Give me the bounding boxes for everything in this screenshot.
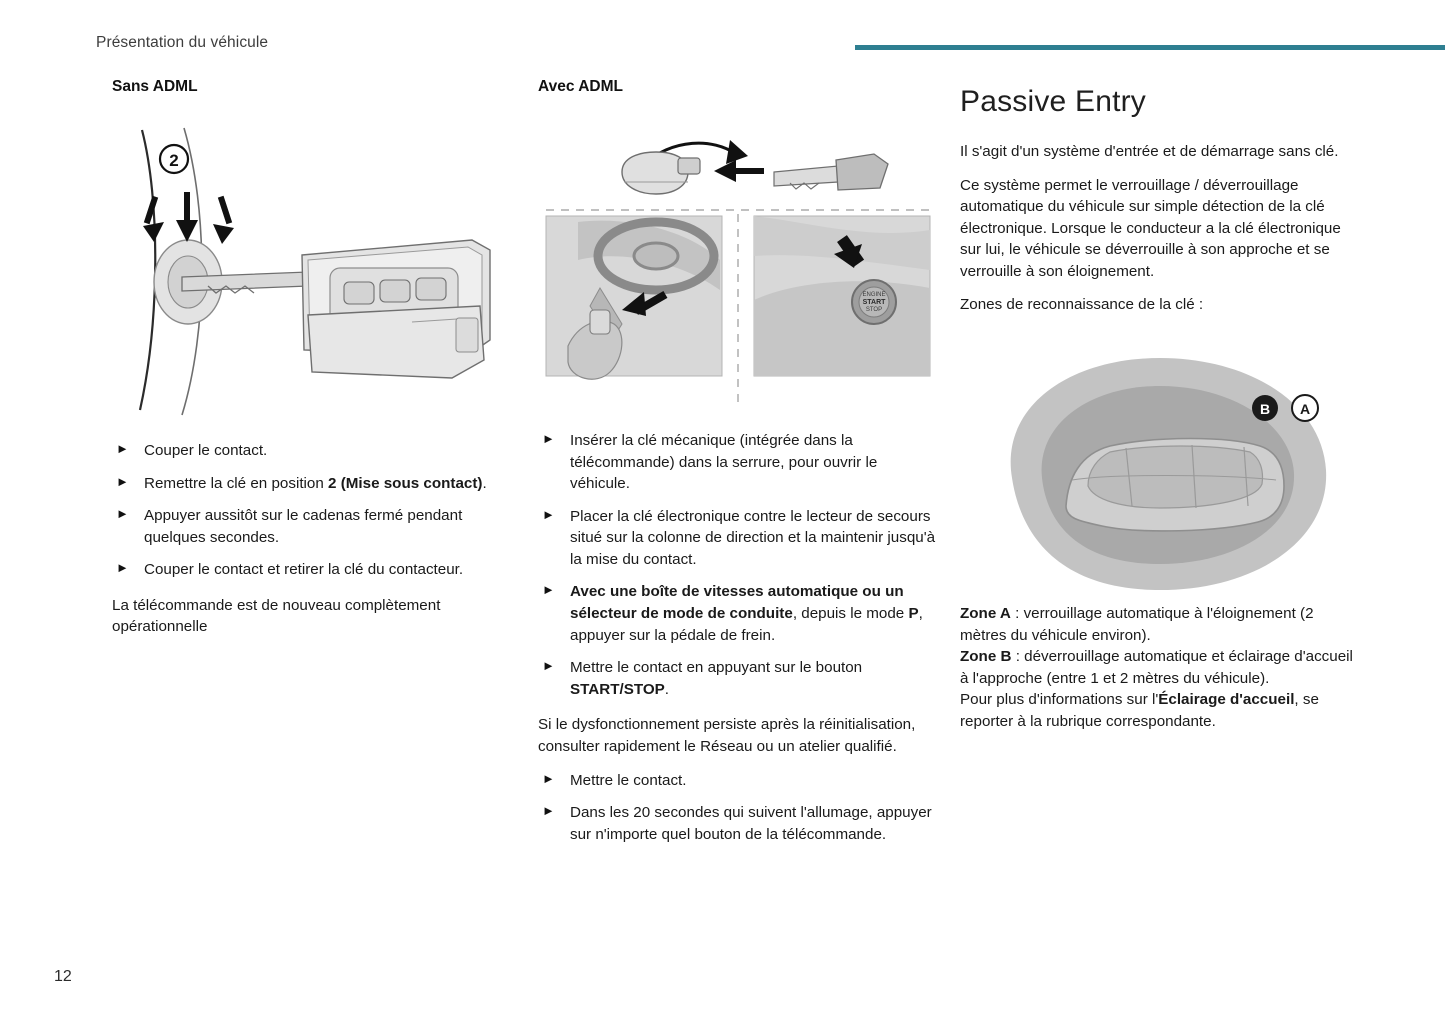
left-closing-paragraph: La télécommande est de nouveau complètement opérationnelle [112,596,441,636]
bullet-text-1: Remettre la clé en position 2 (Mise sous contact). [144,474,487,492]
list-item [538,506,938,571]
bullet-text-2: Avec une boîte de vitesses automatique ou un sélecteur de mode de conduite, depuis le mode P, appuyer sur la pédale de frein. [570,583,923,644]
page-title: Passive Entry [960,85,1146,118]
svg-text:START: START [862,299,886,306]
bullet-text-3: Mettre le contact en appuyant sur le bouton START/STOP. [570,659,863,698]
zone-label-a: A [1299,401,1311,418]
list-item [538,770,938,792]
middle-heading: Avec ADML [538,78,623,95]
header-accent-rule [855,45,1445,50]
zone-label-b: B [1259,401,1271,418]
column-right [960,78,1360,733]
bullet-text-0: Couper le contact. [144,442,268,459]
list-item [112,440,512,462]
bullet-text-2: Appuyer aussitôt sur le cadenas fermé pendant quelques secondes. [144,507,463,546]
column-left [112,78,512,650]
right-paragraph-0: Il s'agit d'un système d'entrée et de démarrage sans clé. [960,143,1339,160]
bullet-arrow-icon: ► [542,658,555,674]
list-item [538,657,938,700]
svg-text:ENGINE: ENGINE [862,292,886,298]
bullet-arrow-icon: ► [116,560,129,576]
bullet-arrow-icon: ► [116,473,129,489]
right-paragraph-2: Zones de reconnaissance de la clé : [960,296,1204,314]
bullet-arrow-icon: ► [542,770,555,786]
list-item [538,430,938,495]
left-heading: Sans ADML [112,78,198,95]
svg-text:STOP: STOP [865,307,883,313]
middle-bullet-list-1 [538,430,938,700]
bullet-text-0: Insérer la clé mécanique (intégrée dans la télécommande) dans la serrure, pour ouvrir le véhicule. [570,432,878,493]
zone-a-text: Zone A : verrouillage automatique à l'éloignement (2 mètres du véhicule environ). [960,605,1314,644]
welcome-lighting-text: Pour plus d'informations sur l'Éclairage d'accueil, se reporter à la rubrique correspondante. [960,691,1319,730]
bullet-arrow-icon: ► [542,582,555,598]
bullet2-text-0: Mettre le contact. [570,771,687,789]
left-bullet-list [112,440,512,581]
list-item [538,802,938,845]
emergency-key-reader-illustration [538,110,938,430]
right-paragraph-1: Ce système permet le verrouillage / déverrouillage automatique du véhicule sur simple détection de la clé électronique. Lorsque le conducteur a la clé électronique sur lui, le véhicule se déverrouille à son approche et se verrouille à son éloignement. [960,176,1341,280]
column-middle [538,78,938,859]
list-item [112,559,512,581]
list-item [112,505,512,548]
middle-bullet-list-2 [538,770,938,846]
page-header-title: Présentation du véhicule [96,34,269,51]
page-number: 12 [54,968,72,985]
bullet-text-3: Couper le contact et retirer la clé du contacteur. [144,561,464,579]
key-in-ignition-illustration [112,110,512,440]
bullet-arrow-icon: ► [116,441,129,456]
bullet2-text-1: Dans les 20 secondes qui suivent l'allumage, appuyer sur n'importe quel bouton de la télécommande. [570,804,932,843]
list-item [112,473,512,495]
detection-zones-illustration [960,328,1360,603]
bullet-text-1: Placer la clé électronique contre le lecteur de secours situé sur la colonne de direction et la maintenir jusqu'à la mise du contact. [570,507,936,568]
bullet-arrow-icon: ► [542,803,555,819]
bullet-arrow-icon: ► [116,506,129,522]
list-item [538,581,938,646]
zone-b-text: Zone B : déverrouillage automatique et éclairage d'accueil à l'approche (entre 1 et 2 mètres du véhicule). [960,648,1353,687]
bullet-arrow-icon: ► [542,506,555,522]
figure-callout-2: 2 [169,151,179,170]
middle-paragraph: Si le dysfonctionnement persiste après la réinitialisation, consulter rapidement le Réseau ou un atelier qualifié. [538,716,916,755]
bullet-arrow-icon: ► [542,431,555,446]
